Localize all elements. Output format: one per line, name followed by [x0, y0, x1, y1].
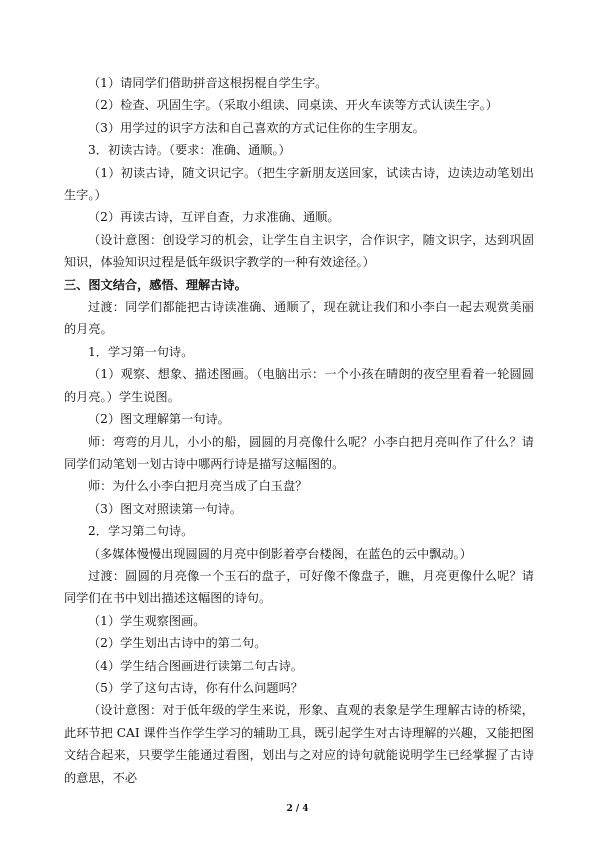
- paragraph: （2）再读古诗，互评自查，力求准确、通顺。: [88, 210, 340, 225]
- paragraph: （5）学了这句古诗，你有什么问题吗？: [88, 680, 303, 695]
- paragraph: 2．学习第二句诗。: [88, 524, 194, 539]
- paragraph: 过渡：同学们都能把古诗读准确、通顺了，现在就让我们和小李白一起去观赏美丽的月亮。: [64, 300, 534, 337]
- paragraph: （1）请同学们借助拼音这根拐棍自学生字。: [88, 76, 328, 90]
- paragraph: （1）学生观察图画。: [88, 613, 206, 628]
- paragraph: （3）用学过的识字方法和自己喜欢的方式记住你的生字朋友。: [88, 120, 425, 135]
- page-body: [64, 72, 534, 789]
- paragraph: （2）学生划出古诗中的第二句。: [88, 636, 267, 651]
- paragraph: 3．初读古诗。（要求：准确、通顺。）: [88, 143, 291, 158]
- paragraph: （2）图文理解第一句诗。: [88, 412, 230, 427]
- paragraph: 师：为什么小李白把月亮当成了白玉盘？: [88, 479, 308, 494]
- paragraph: （1）观察、想象、描述图画。（电脑出示：一个小孩在晴朗的夜空里看着一轮圆圆的月亮。）学生说图。: [64, 367, 534, 404]
- paragraph: （多媒体慢慢出现圆圆的月亮中倒影着亭台楼阁，在蓝色的云中飘动。）: [88, 546, 472, 561]
- paragraph: （设计意图：创设学习的机会，让学生自主识字，合作识字，随文识字，达到巩固知识，体验知识过程是低年级识字教学的一种有效途径。）: [64, 232, 534, 270]
- paragraph: （设计意图：对于低年级的学生来说，形象、直观的表象是学生理解古诗的桥梁，此环节把 CAI 课件当作学生学习的辅助工具，既引起学生对古诗理解的兴趣，又能把图文结合起来，只要学生能通过看图，划出与之对应的诗句就能说明学生已经掌握了古诗的意思，不必: [64, 703, 534, 785]
- paragraph: （3）图文对照读第一句诗。: [88, 501, 243, 516]
- paragraph: （1）初读古诗，随文识记字。（把生字新朋友送回家，试读古诗，边读边动笔划出生字。）: [64, 165, 534, 203]
- paragraph: 师：弯弯的月儿，小小的船，圆圆的月亮像什么呢？小李白把月亮叫作了什么？请同学们动笔划一划古诗中哪两行诗是描写这幅图的。: [64, 434, 534, 471]
- section-heading: 三、图文结合，感悟、理解古诗。: [64, 277, 247, 292]
- paragraph: 1．学习第一句诗。: [88, 344, 194, 359]
- paragraph: （4）学生结合图画进行读第二句古诗。: [88, 658, 303, 673]
- paragraph: 过渡：圆圆的月亮像一个玉石的盘子，可好像不像盘子，瞧，月亮更像什么呢？请同学们在书中划出描述这幅图的诗句。: [64, 568, 534, 606]
- paragraph: （2）检查、巩固生字。（采取小组读、同桌读、开火车读等方式认读生字。）: [88, 98, 498, 113]
- page-number: 2 / 4: [286, 804, 309, 814]
